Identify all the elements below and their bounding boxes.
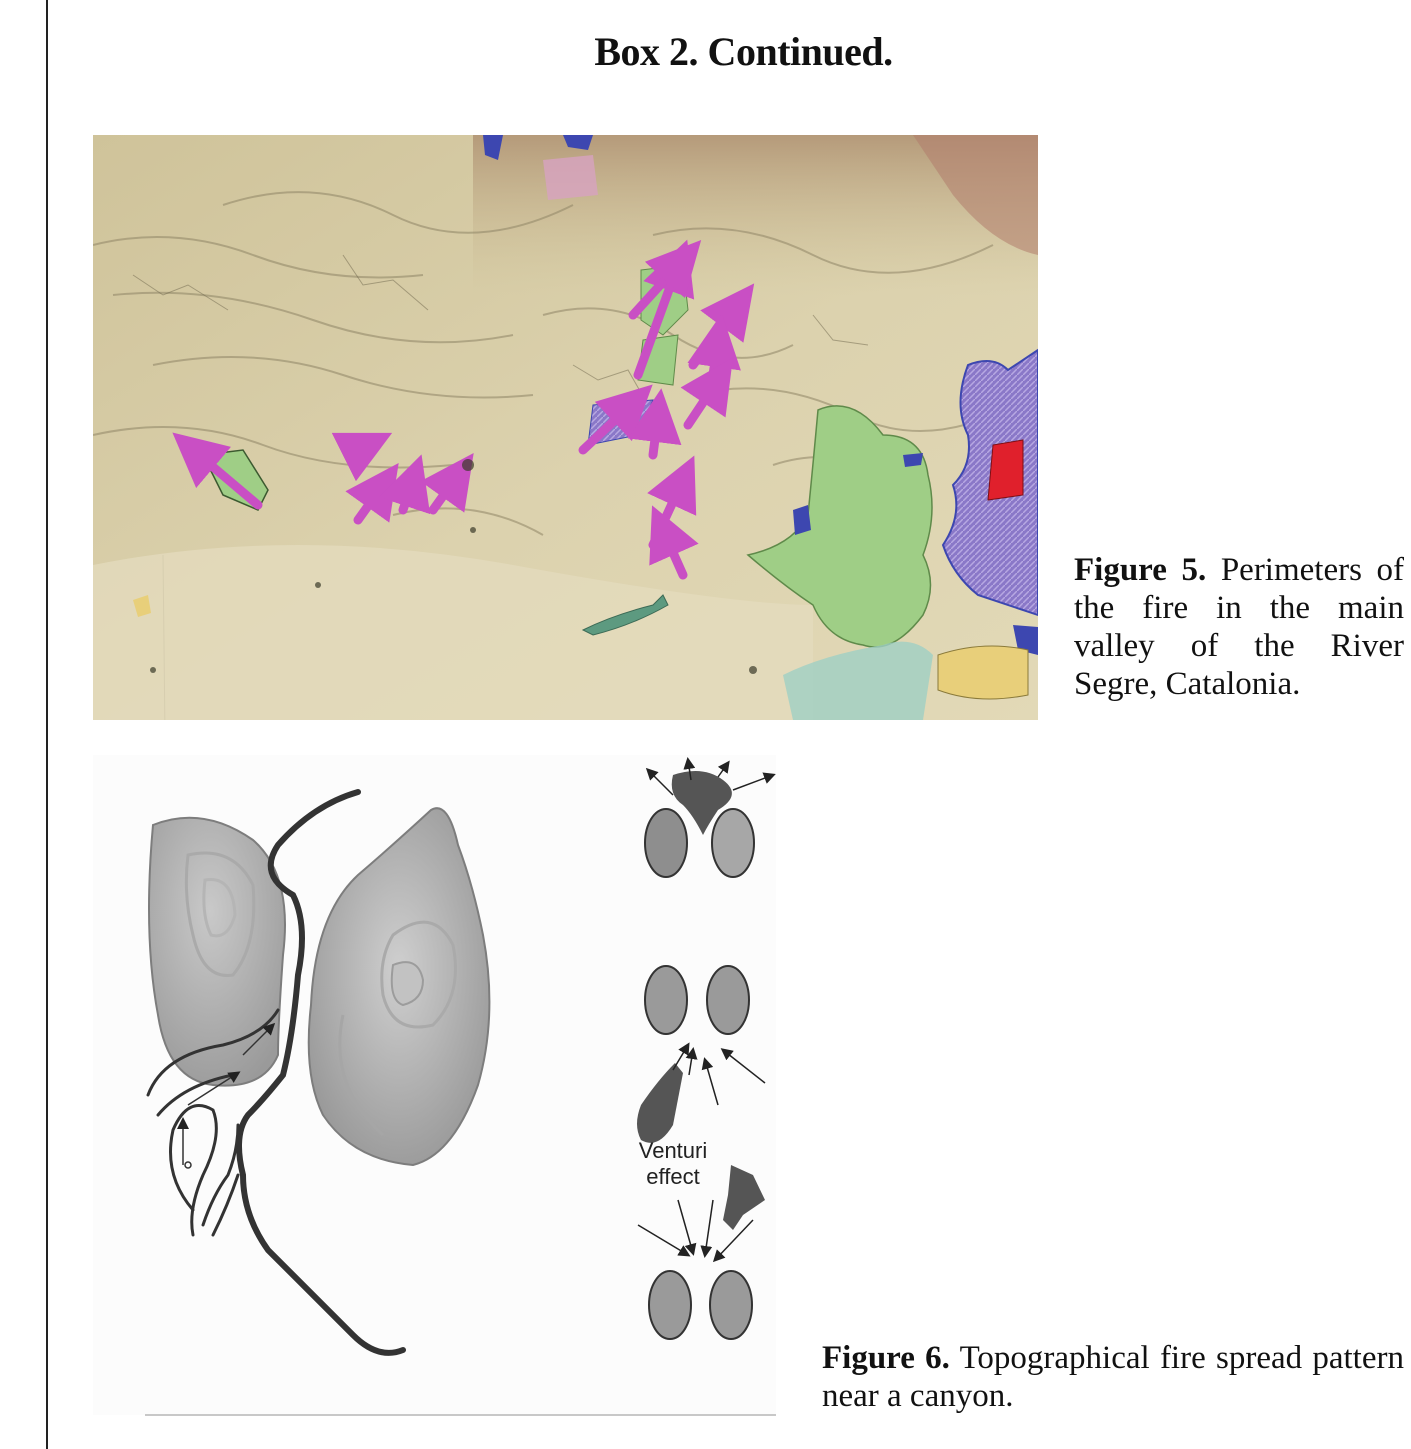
fire-perimeter-map	[93, 135, 1038, 720]
figure-bottom-rule	[145, 1414, 776, 1416]
figure-6-caption	[822, 1339, 1404, 1415]
venturi-effect-label: Venturi effect	[638, 1138, 708, 1189]
stage-top	[645, 760, 773, 877]
left-margin-rule	[46, 0, 48, 1449]
figure-5-caption	[1074, 551, 1404, 703]
figure-5-label: Figure 5.	[1074, 552, 1207, 588]
right-hill	[309, 808, 490, 1165]
box-title: Box 2. Continued.	[594, 29, 893, 74]
figure-6-label: Figure 6.	[822, 1340, 950, 1376]
canyon-spread-diagram	[93, 755, 776, 1415]
figure-6-text: Topographical fire spread pattern near a canyon.	[822, 1340, 1404, 1414]
stage-middle	[637, 966, 765, 1143]
stage-bottom	[638, 1165, 765, 1339]
figure-5-text: Perimeters of the fire in the main valley of the River Segre, Catalonia.	[1074, 552, 1405, 702]
